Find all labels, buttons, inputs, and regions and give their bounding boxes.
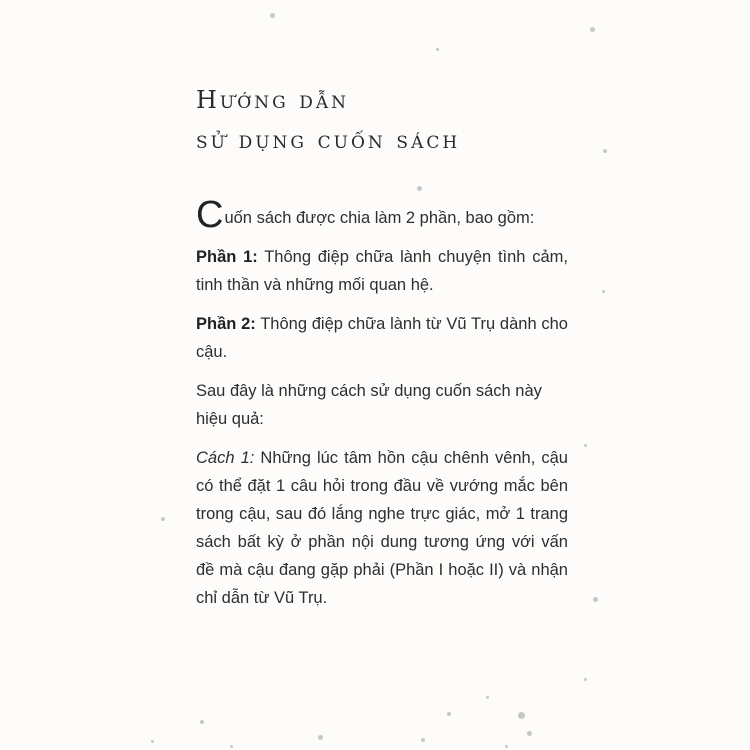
speckle-dot [230, 745, 233, 748]
page-title [196, 80, 460, 160]
part-1-label: Phần 1: [196, 248, 258, 266]
speckle-dot [200, 720, 204, 724]
dropcap-letter: C [196, 194, 224, 236]
speckle-dot [527, 731, 532, 736]
speckle-dot [447, 712, 451, 716]
speckle-dot [602, 290, 605, 293]
speckle-dot [318, 735, 323, 740]
speckle-dot [518, 712, 525, 719]
usage-intro-text: Sau đây là những cách sử dụng cuốn sách này hiệu quả: [196, 382, 542, 428]
title-line-2: sử dụng cuốn sách [196, 126, 461, 154]
method-1-label: Cách 1: [196, 449, 255, 467]
speckle-dot [584, 444, 587, 447]
speckle-dot [436, 48, 439, 51]
part-2-text: Thông điệp chữa lành từ Vũ Trụ dành cho cậu. [196, 315, 568, 361]
speckle-dot [421, 738, 425, 742]
speckle-dot [486, 696, 489, 699]
speckle-dot [584, 678, 587, 681]
body-text [196, 194, 568, 623]
part-2-paragraph [196, 310, 568, 366]
speckle-dot [505, 745, 508, 748]
usage-intro-paragraph [196, 377, 568, 433]
method-1-text: Những lúc tâm hồn cậu chênh vênh, cậu có thể đặt 1 câu hỏi trong đầu về vướng mắc bên trong cậu, sau đó lắng nghe trực giác, mở 1 trang sách bất kỳ ở phần nội dung tương ứng với vấn đề mà cậu đang gặp phải (Phần I hoặc II) và nhận chỉ dẫn từ Vũ Trụ. [196, 449, 568, 607]
speckle-dot [161, 517, 165, 521]
method-1-paragraph [196, 444, 568, 612]
part-2-label: Phần 2: [196, 315, 256, 333]
speckle-dot [151, 740, 154, 743]
intro-paragraph [196, 194, 568, 236]
speckle-dot [603, 149, 607, 153]
speckle-dot [417, 186, 422, 191]
speckle-dot [590, 27, 595, 32]
speckle-dot [593, 597, 598, 602]
intro-text: uốn sách được chia làm 2 phần, bao gồm: [224, 209, 535, 227]
part-1-paragraph [196, 243, 568, 299]
speckle-dot [270, 13, 275, 18]
part-1-text: Thông điệp chữa lành chuyện tình cảm, tinh thần và những mối quan hệ. [196, 248, 568, 294]
title-line-1: Hướng dẫn [196, 86, 350, 114]
